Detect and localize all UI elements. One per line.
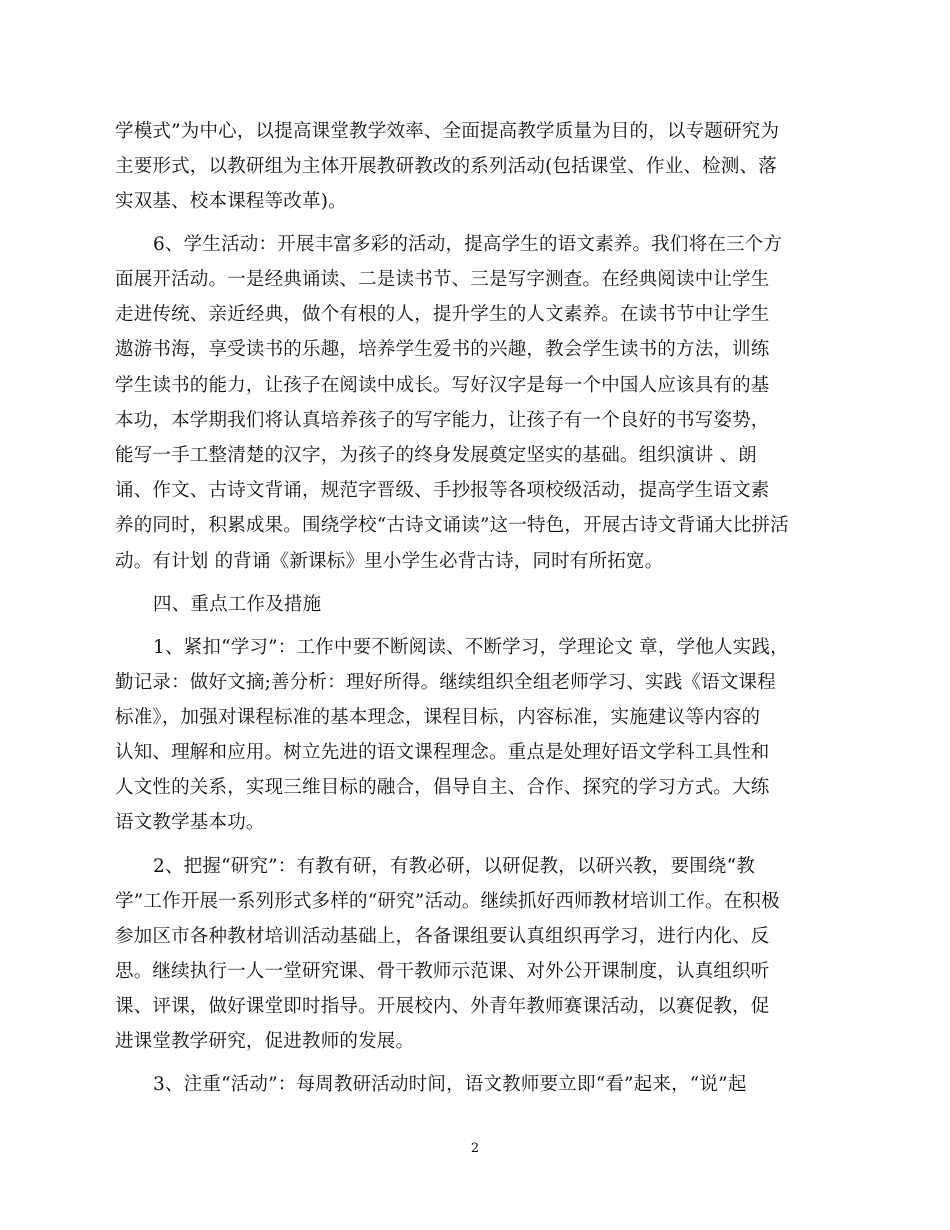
text-line: 学”工作开展一系列形式多样的“研究”活动。继续抓好西师教材培训工作。在积极 — [115, 891, 780, 912]
text-line: 参加区市各种教材培训活动基础上，各备课组要认真组织再学习，进行内化、反 — [115, 926, 770, 947]
text-line: 学生读书的能力，让孩子在阅读中成长。写好汉字是每一个中国人应该具有的基 — [115, 375, 770, 396]
text-line: 主要形式，以教研组为主体开展教研教改的系列活动(包括课堂、作业、检测、落 — [115, 156, 777, 177]
text-line: 面展开活动。一是经典诵读、二是读书节、三是写字测查。在经典阅读中让学生 — [115, 269, 770, 290]
text-line: 遨游书海，享受读书的乐趣，培养学生爱书的兴趣，教会学生读书的方法，训练 — [115, 339, 770, 360]
text-line: 2、把握“研究”：有教有研，有教必研，以研促教，以研兴教，要围绕“教 — [153, 856, 755, 877]
text-line: 1、紧扣“学习”：工作中要不断阅读、不断学习，学理论文 章，学他人实践， — [153, 637, 789, 658]
text-line: 养的同时，积累成果。围绕学校“古诗文诵读”这一特色，开展古诗文背诵大比拼活 — [115, 515, 789, 536]
text-line: 认知、理解和应用。树立先进的语文课程理念。重点是处理好语文学科工具性和 — [115, 742, 770, 763]
text-line: 标准》，加强对课程标准的基本理念，课程目标，内容标准，实施建议等内容的 — [115, 707, 761, 728]
text-line: 进课堂教学研究，促进教师的发展。 — [115, 1031, 415, 1052]
text-line: 课、评课，做好课堂即时指导。开展校内、外青年教师赛课活动，以赛促教，促 — [115, 996, 770, 1017]
text-line: 6、学生活动：开展丰富多彩的活动，提高学生的语文素养。我们将在三个方 — [153, 234, 783, 255]
text-line: 勤记录：做好文摘;善分析：理好所得。继续组织全组老师学习、实践《语文课程 — [115, 672, 776, 693]
text-line: 学模式”为中心，以提高课堂教学效率、全面提高教学质量为目的，以专题研究为 — [115, 121, 780, 142]
page-number: 2 — [470, 1141, 480, 1156]
text-line: 能写一手工整清楚的汉字，为孩子的终身发展奠定坚实的基础。组织演讲 、朗 — [115, 445, 757, 466]
text-line: 人文性的关系，实现三维目标的融合，倡导自主、合作、探究的学习方式。大练 — [115, 777, 770, 798]
text-line: 走进传统、亲近经典，做个有根的人，提升学生的人文素养。在读书节中让学生 — [115, 304, 770, 325]
text-line: 诵、作文、古诗文背诵，规范字晋级、手抄报等各项校级活动，提高学生语文素 — [115, 480, 770, 501]
text-line: 思。继续执行一人一堂研究课、骨干教师示范课、对外公开课制度，认真组织听 — [115, 961, 770, 982]
section-heading: 四、重点工作及措施 — [153, 594, 322, 615]
text-line: 3、注重“活动”：每周教研活动时间，语文教师要立即“看”起来，“说”起 — [153, 1074, 747, 1095]
text-line: 动。有计划 的背诵《新课标》里小学生必背古诗，同时有所拓宽。 — [115, 551, 664, 572]
text-line: 语文教学基本功。 — [115, 812, 265, 833]
text-line: 本功，本学期我们将认真培养孩子的写字能力，让孩子有一个良好的书写姿势， — [115, 410, 770, 431]
text-line: 实双基、校本课程等改革)。 — [115, 191, 347, 212]
